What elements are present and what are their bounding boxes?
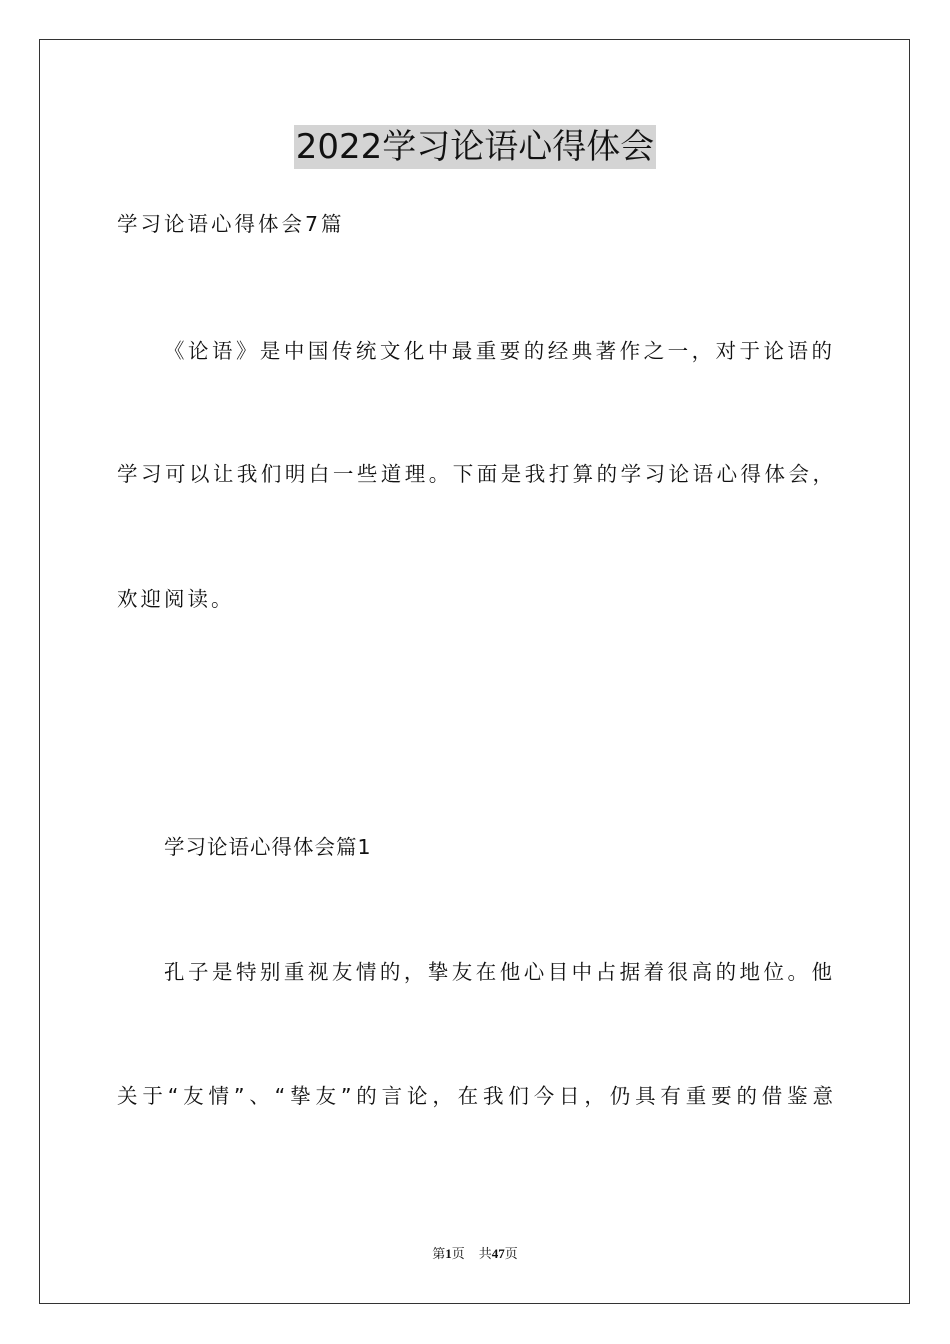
body-line-1: 孔子是特别重视友情的，挚友在他心目中占据着很高的地位。他 <box>164 960 832 984</box>
intro-line-3: 欢迎阅读。 <box>117 587 235 611</box>
footer-total-prefix: 共 <box>478 1246 492 1261</box>
document-subtitle: 学习论语心得体会7篇 <box>117 212 345 236</box>
footer-total-pages: 47 <box>491 1246 505 1261</box>
footer-page-suffix: 页 <box>451 1246 465 1261</box>
body-line-2: 关于“友情”、“挚友”的言论，在我们今日，仍具有重要的借鉴意 <box>117 1084 833 1108</box>
title-container <box>0 125 950 169</box>
footer-page-prefix: 第 <box>432 1246 446 1261</box>
intro-line-2: 学习可以让我们明白一些道理。下面是我打算的学习论语心得体会， <box>117 462 833 486</box>
page-footer <box>0 1245 950 1263</box>
document-title: 2022学习论语心得体会 <box>295 127 655 167</box>
footer-page-number: 1 <box>445 1246 452 1261</box>
section-heading: 学习论语心得体会篇1 <box>164 835 372 859</box>
intro-line-1: 《论语》是中国传统文化中最重要的经典著作之一，对于论语的 <box>164 339 832 363</box>
footer-total-suffix: 页 <box>504 1246 518 1261</box>
